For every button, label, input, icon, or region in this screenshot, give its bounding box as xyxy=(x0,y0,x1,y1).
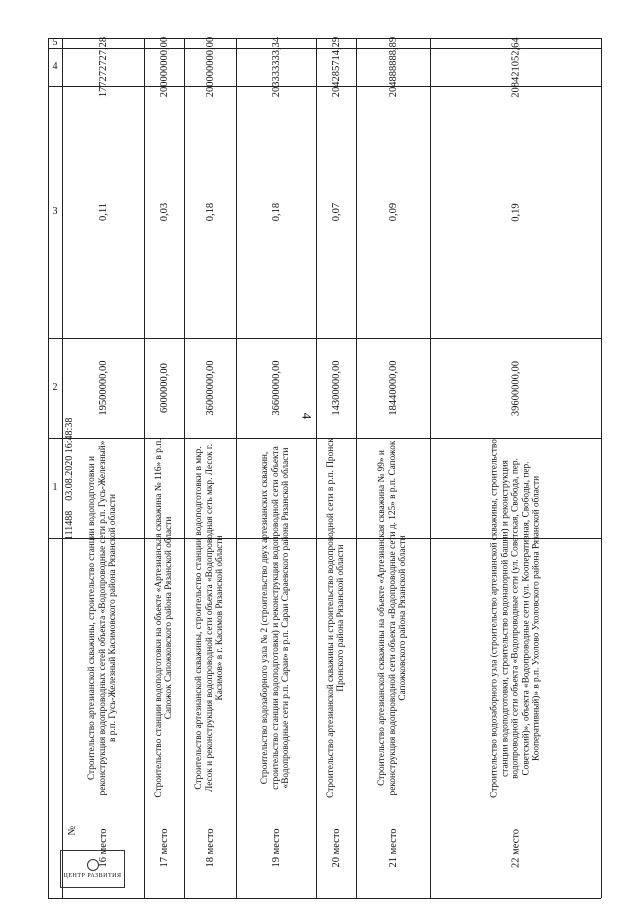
row-21-value: 204888888,89 xyxy=(387,36,399,98)
row-21-ratio: 0,09 xyxy=(387,202,399,222)
header-col-4: 4 xyxy=(52,61,58,73)
row-17-value: 200000000,00 xyxy=(158,36,170,98)
footer-doc-number: 111488 xyxy=(64,510,75,540)
row-22-ratio: 0,19 xyxy=(510,202,521,222)
row-16-place: 16 место xyxy=(97,828,109,868)
row-17-ratio: 0,03 xyxy=(158,202,170,222)
header-col-1: 1 xyxy=(52,482,58,494)
row-19-ratio: 0,18 xyxy=(270,202,282,222)
row-22-place: 22 место xyxy=(510,828,521,868)
row-20-cost: 14300000,00 xyxy=(330,360,342,416)
footer-doc-info xyxy=(64,240,75,540)
row-21-desc: Строительство артезианской скважины на объекте «Артезианская скважина № 99» и реконструкция водопроводной сети объекта «Водопроводные сети д. 125» в р.п. Сапожок Сапожковского района Рязанской области xyxy=(377,440,409,796)
row-18-desc: Строительство артезианской скважины, строительство станции водоподготовки в мкр. Лесок и реконструкция водопроводной сети объекта «Водопроводная сеть мкр. Лесок г. Касимов» в г. Касимов Рязанской области xyxy=(194,443,226,793)
footer-numero: № xyxy=(66,825,78,836)
footer-datetime: 03.08.2020 16:48:38 xyxy=(64,417,75,501)
row-19-cost: 36600000,00 xyxy=(270,360,282,416)
row-16-cost: 19500000,00 xyxy=(97,360,109,416)
header-col-3: 3 xyxy=(52,206,58,218)
row-18-cost: 36000000,00 xyxy=(204,360,216,416)
emblem-icon xyxy=(87,859,99,871)
row-16-desc: Строительство артезианской скважины, строительство станции водоподготовки и реконструкция водопроводных сетей объекта «Водопроводные сети р.п. Гусь-Железный» в р.п. Гусь-Железный Касимовского района Рязанской области xyxy=(87,440,119,796)
page-number: 4 xyxy=(299,412,315,420)
row-16-ratio: 0,11 xyxy=(97,203,109,221)
row-22-desc: Строительство водозаборного узла (строительство артезианской скважины, строительство станции водоподготовки, строительство водонапорной башни) и реконструкция водопроводной сети объекта «Водопроводные сети (ул. Советская, Свобода, пер. Советский)», объекта «Водопроводные сети (ул. Кооперативная, Свободы, пер. Кооперативный)» в р.п. Ухолово Ухоловского района Рязанской области xyxy=(489,438,542,798)
row-22-value: 208421052,64 xyxy=(510,36,521,98)
row-16-value: 177272727,28 xyxy=(97,36,109,98)
row-20-value: 204285714,29 xyxy=(330,36,342,98)
row-18-ratio: 0,18 xyxy=(204,202,216,222)
row-18-place: 18 место xyxy=(204,828,216,868)
row-21-cost: 18440000,00 xyxy=(387,360,399,416)
row-19-desc: Строительство водозаборного узла № 2 (строительство двух артезианских скважин, строительство станции водоподготовки) и реконструкция водопроводной сети объекта «Водопроводные сети р.п. Сараи» в р.п. Сараи Сараевского района Рязанской области xyxy=(260,446,292,790)
header-col-2: 2 xyxy=(52,382,58,394)
row-20-place: 20 место xyxy=(330,828,342,868)
row-22-cost: 39600000,00 xyxy=(510,360,521,416)
row-19-place: 19 место xyxy=(270,828,282,868)
row-21-place: 21 место xyxy=(387,828,399,868)
stamp: ЦЕНТР РАЗВИТИЯ xyxy=(60,850,125,888)
row-20-ratio: 0,07 xyxy=(330,202,342,222)
row-19-value: 203333333,34 xyxy=(270,36,282,98)
row-18-value: 200000000,00 xyxy=(204,36,216,98)
row-17-cost: 6000000,00 xyxy=(158,363,170,413)
row-17-place: 17 место xyxy=(158,828,170,868)
row-17-desc: Строительство станции водоподготовки на объекте «Артезианская скважина № 116» в р.п. Сапожок Сапожковского района Рязанской области xyxy=(153,438,174,798)
header-col-5: 5 xyxy=(52,38,58,48)
row-20-desc: Строительство артезианской скважины и строительство водопроводной сети в р.п. Пронск Пронского района Рязанской области xyxy=(325,438,346,798)
